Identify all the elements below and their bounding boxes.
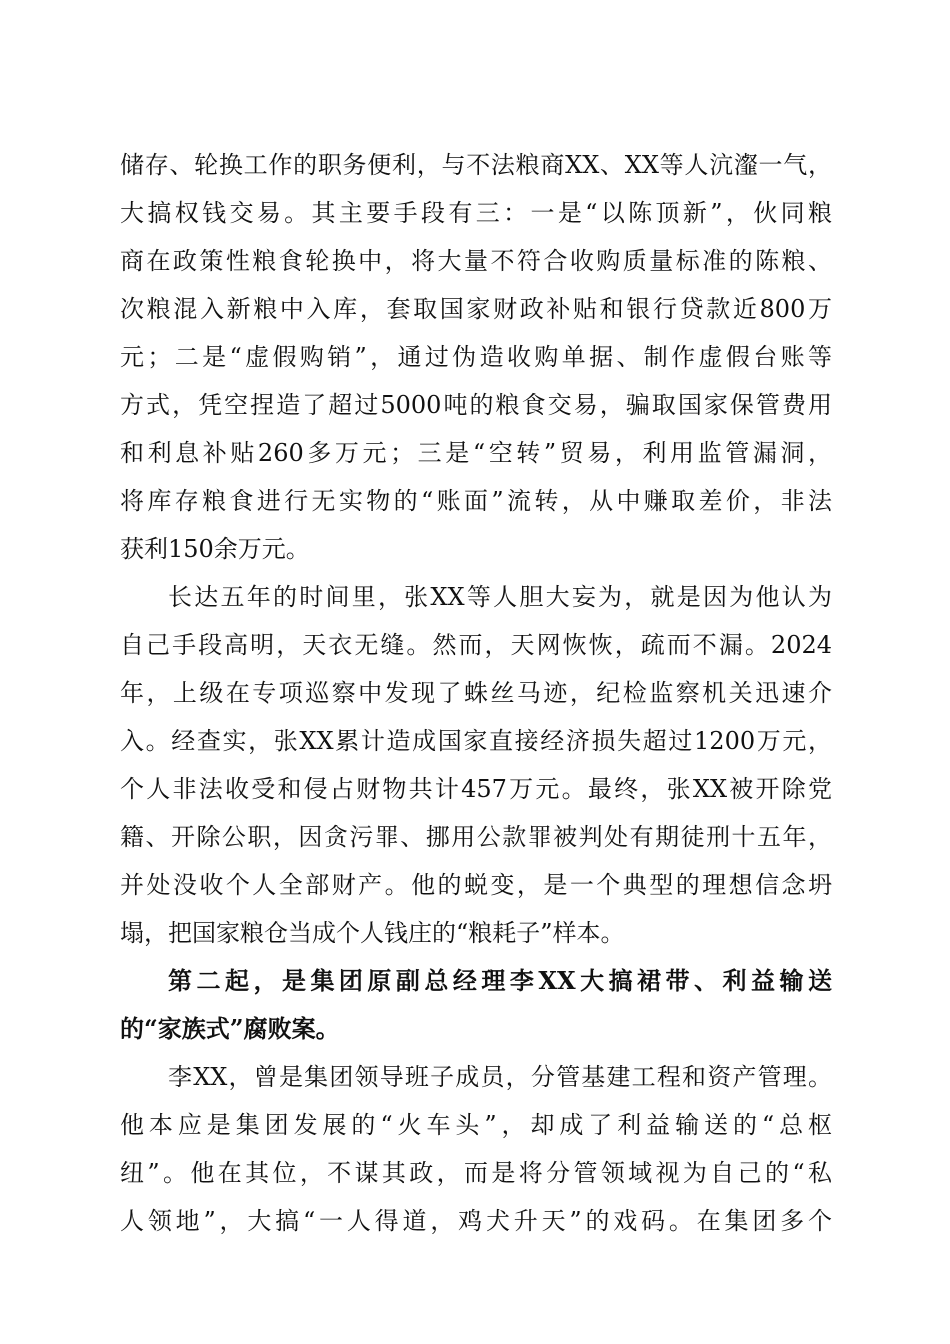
body-line: 塌，把国家粮仓当成个人钱庄的“粮耗子”样本。 [120, 919, 625, 947]
body-line: 个人非法收受和侵占财物共计457万元。最终，张XX被开除党 [120, 775, 832, 803]
body-line: 次粮混入新粮中入库，套取国家财政补贴和银行贷款近800万 [120, 295, 832, 323]
paragraph-first-line: 长达五年的时间里，张XX等人胆大妄为，就是因为他认为 [168, 583, 832, 611]
paragraph-first-line: 李XX，曾是集团领导班子成员，分管基建工程和资产管理。 [168, 1063, 832, 1091]
body-line: 入。经查实，张XX累计造成国家直接经济损失超过1200万元， [120, 727, 832, 755]
body-line: 年，上级在专项巡察中发现了蛛丝马迹，纪检监察机关迅速介 [120, 679, 832, 707]
body-line: 籍、开除公职，因贪污罪、挪用公款罪被判处有期徒刑十五年， [120, 823, 832, 851]
body-line: 人领地”，大搞“一人得道，鸡犬升天”的戏码。在集团多个 [120, 1207, 832, 1235]
body-line: 元；二是“虚假购销”，通过伪造收购单据、制作虚假台账等 [120, 343, 832, 371]
body-line: 储存、轮换工作的职务便利，与不法粮商XX、XX等人沆瀣一气， [120, 151, 832, 179]
body-line: 自己手段高明，天衣无缝。然而，天网恢恢，疏而不漏。2024 [120, 631, 832, 659]
body-line: 方式，凭空捏造了超过5000吨的粮食交易，骗取国家保管费用 [120, 391, 832, 419]
body-line: 和利息补贴260多万元；三是“空转”贸易，利用监管漏洞， [120, 439, 832, 467]
section-heading-line: 的“家族式”腐败案。 [120, 1014, 340, 1043]
body-line: 并处没收个人全部财产。他的蜕变，是一个典型的理想信念坍 [120, 871, 832, 899]
body-line: 他本应是集团发展的“火车头”，却成了利益输送的“总枢 [120, 1111, 832, 1139]
body-line: 大搞权钱交易。其主要手段有三：一是“以陈顶新”，伙同粮 [120, 199, 832, 227]
body-line: 商在政策性粮食轮换中，将大量不符合收购质量标准的陈粮、 [120, 247, 832, 275]
body-line: 将库存粮食进行无实物的“账面”流转，从中赚取差价，非法 [120, 487, 832, 515]
body-line: 获利150余万元。 [120, 535, 310, 563]
body-line: 纽”。他在其位，不谋其政，而是将分管领域视为自己的“私 [120, 1159, 832, 1187]
section-heading-line: 第二起，是集团原副总经理李XX大搞裙带、利益输送 [168, 966, 832, 995]
